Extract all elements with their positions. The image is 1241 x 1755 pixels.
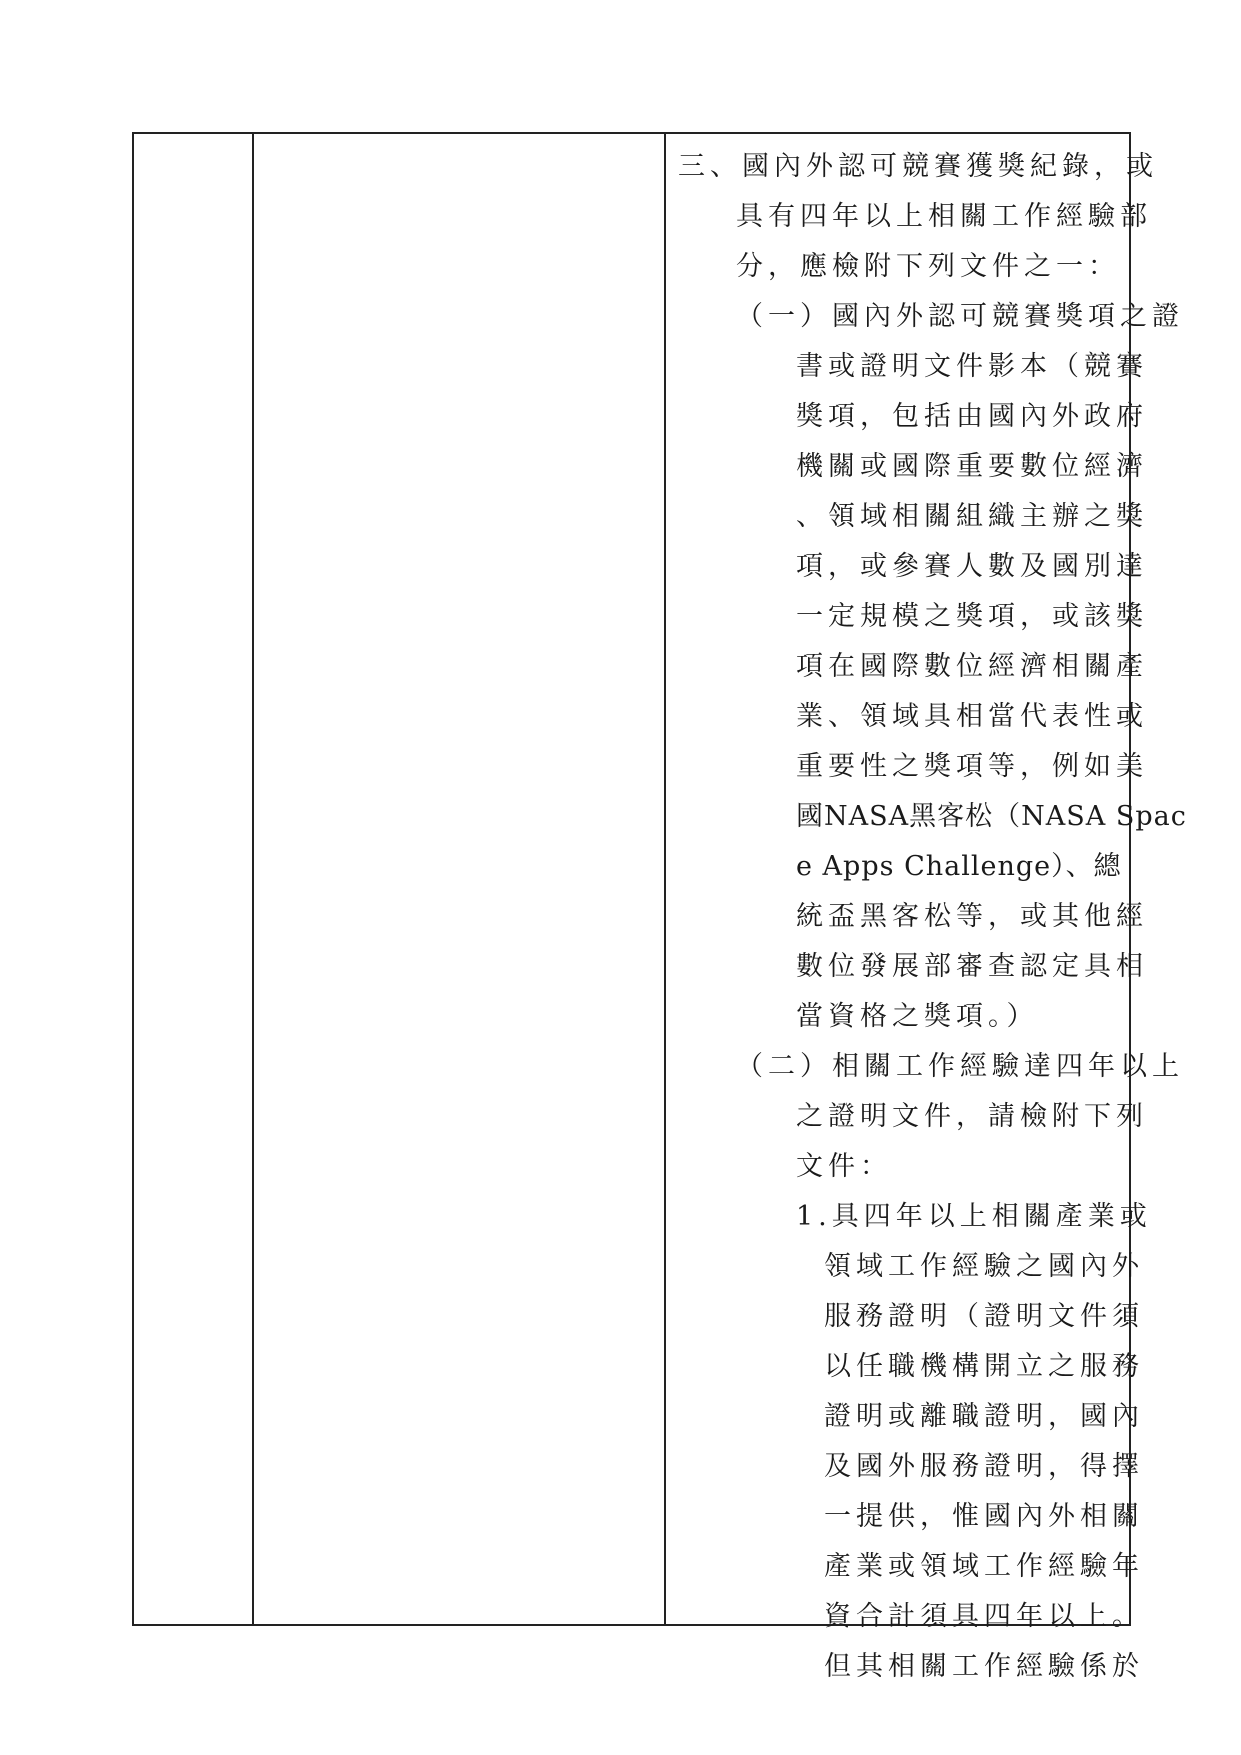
text-line: 、領域相關組織主辦之獎 bbox=[796, 501, 1148, 532]
text-line: 機關或國際重要數位經濟 bbox=[796, 451, 1148, 482]
text-line: 書或證明文件影本（競賽 bbox=[796, 351, 1148, 382]
text-line: 服務證明（證明文件須 bbox=[824, 1301, 1144, 1332]
text-line: 重要性之獎項等，例如美 bbox=[796, 751, 1148, 782]
text-line: 及國外服務證明，得擇 bbox=[824, 1451, 1144, 1482]
text-line: 證明或離職證明，國內 bbox=[824, 1401, 1144, 1432]
text-line: 但其相關工作經驗係於 bbox=[824, 1651, 1144, 1682]
text-line: 文件： bbox=[796, 1151, 892, 1182]
text-line: 之證明文件，請檢附下列 bbox=[796, 1101, 1148, 1132]
text-line: 數位發展部審查認定具相 bbox=[796, 951, 1148, 982]
subsection-1-heading-line: （一）國內外認可競賽獎項之證 bbox=[736, 301, 1184, 332]
text-line: e Apps Challenge）、總 bbox=[796, 851, 1122, 882]
text-line: 領域工作經驗之國內外 bbox=[824, 1251, 1144, 1282]
text-line: 以任職機構開立之服務 bbox=[824, 1351, 1144, 1382]
text-line: 統盃黑客松等，或其他經 bbox=[796, 901, 1148, 932]
text-line: 當資格之獎項。） bbox=[796, 1001, 1039, 1032]
table-cell-required-documents bbox=[666, 134, 1187, 1682]
text-line: 產業或領域工作經驗年 bbox=[824, 1551, 1144, 1582]
text-line: 獎項，包括由國內外政府 bbox=[796, 401, 1148, 432]
text-line: 分，應檢附下列文件之一： bbox=[736, 251, 1120, 282]
section-3-heading-line: 三、國內外認可競賽獲獎紀錄，或 bbox=[678, 151, 1158, 182]
text-line: 項在國際數位經濟相關產 bbox=[796, 651, 1148, 682]
list-item-1-heading-line: 1.具四年以上相關產業或 bbox=[796, 1201, 1152, 1232]
text-line: 業、領域具相當代表性或 bbox=[796, 701, 1148, 732]
subsection-2-heading-line: （二）相關工作經驗達四年以上 bbox=[736, 1051, 1184, 1082]
table-cell-item bbox=[134, 134, 252, 1624]
text-line: 項，或參賽人數及國別達 bbox=[796, 551, 1148, 582]
requirements-table bbox=[132, 132, 1187, 1682]
text-line: 一提供，惟國內外相關 bbox=[824, 1501, 1144, 1532]
table-cell-description bbox=[254, 134, 664, 1624]
text-line: 一定規模之獎項，或該獎 bbox=[796, 601, 1148, 632]
text-line: 資合計須具四年以上。 bbox=[824, 1601, 1144, 1632]
text-line: 國NASA黑客松（NASA Spac bbox=[796, 801, 1187, 832]
text-line: 具有四年以上相關工作經驗部 bbox=[736, 201, 1152, 232]
